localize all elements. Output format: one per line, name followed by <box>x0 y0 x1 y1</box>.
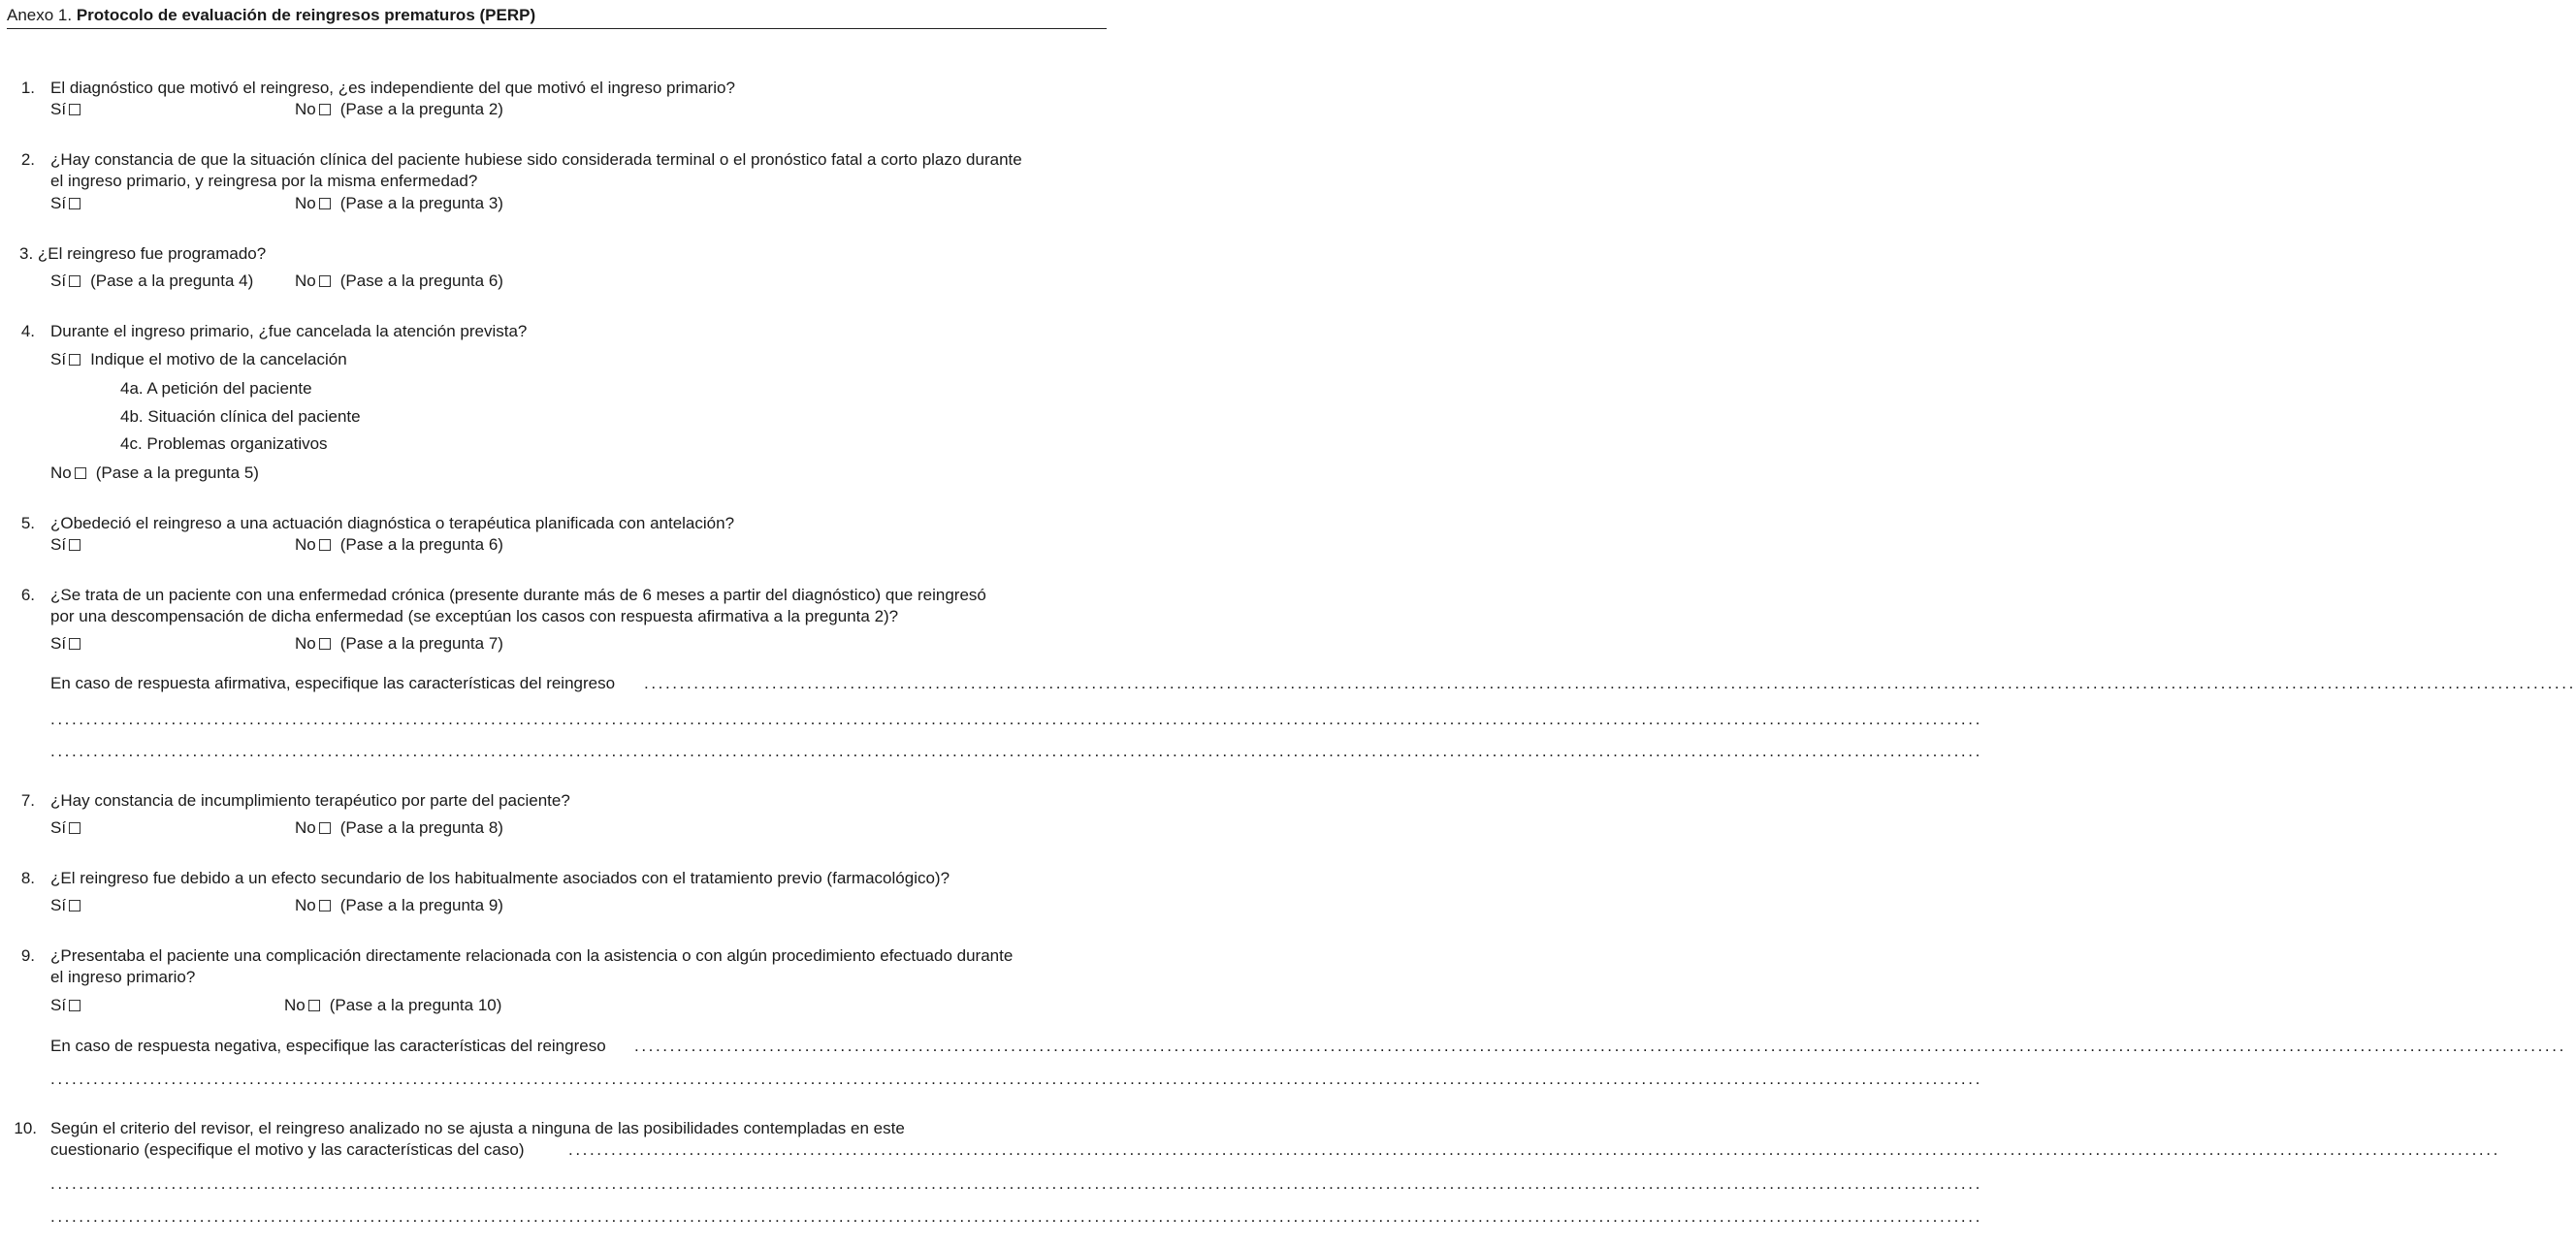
question-9-no-option[interactable]: No (Pase a la pregunta 10) <box>284 996 502 1014</box>
question-4-option-c: 4c. Problemas organizativos <box>120 434 328 453</box>
checkbox-icon[interactable] <box>69 275 80 287</box>
question-10-answer-line[interactable]: ................................................................................................................................................................................................................................................................................ <box>568 1140 2500 1159</box>
question-4-text: Durante el ingreso primario, ¿fue cancelada la atención prevista? <box>50 322 528 340</box>
question-5-no-option[interactable]: No (Pase a la pregunta 6) <box>295 535 503 554</box>
checkbox-icon[interactable] <box>69 822 80 834</box>
question-3-yes-option[interactable]: Sí (Pase a la pregunta 4) <box>50 272 254 290</box>
checkbox-icon[interactable] <box>69 104 80 115</box>
checkbox-icon[interactable] <box>319 638 331 650</box>
checkbox-icon[interactable] <box>75 467 86 479</box>
checkbox-icon[interactable] <box>308 1000 320 1011</box>
checkbox-icon[interactable] <box>319 275 331 287</box>
question-4-number: 4. <box>20 322 35 340</box>
question-2-no-option[interactable]: No (Pase a la pregunta 3) <box>295 194 503 212</box>
question-1-number: 1. <box>20 79 35 97</box>
question-7-no-option[interactable]: No (Pase a la pregunta 8) <box>295 818 503 837</box>
question-9-text-line1: ¿Presentaba el paciente una complicación directamente relacionada con la asistencia o con algún procedimiento efectuado durante <box>50 946 1014 965</box>
question-5-number: 5. <box>20 514 35 532</box>
question-9-answer-line[interactable]: ................................................................................................................................................................................................................................................................................ <box>634 1037 2566 1055</box>
question-1-yes-option[interactable]: Sí <box>50 99 80 119</box>
question-10-number: 10. <box>14 1119 37 1137</box>
question-5-yes-option[interactable]: Sí <box>50 534 80 555</box>
checkbox-icon[interactable] <box>319 539 331 551</box>
question-6-text-line1: ¿Se trata de un paciente con una enfermedad crónica (presente durante más de 6 meses a partir del diagnóstico) que reingresó <box>50 586 986 604</box>
question-3-heading: 3. ¿El reingreso fue programado? <box>19 244 267 263</box>
question-9-answer-line[interactable]: ................................................................................................................................................................................................................................................................................ <box>50 1070 1982 1088</box>
checkbox-icon[interactable] <box>319 900 331 911</box>
question-4-option-a: 4a. A petición del paciente <box>120 379 312 398</box>
annex-prefix: Anexo 1. <box>7 6 77 24</box>
checkbox-icon[interactable] <box>69 638 80 650</box>
checkbox-icon[interactable] <box>319 198 331 209</box>
question-6-specify-label: En caso de respuesta afirmativa, especifique las características del reingreso <box>50 674 616 692</box>
question-6-answer-line[interactable]: ................................................................................................................................................................................................................................................................................ <box>50 710 1982 728</box>
question-4-option-b: 4b. Situación clínica del paciente <box>120 407 361 426</box>
checkbox-icon[interactable] <box>69 1000 80 1011</box>
question-10-text-line1: Según el criterio del revisor, el reingreso analizado no se ajusta a ninguna de las posibilidades contempladas en este <box>50 1119 905 1137</box>
question-9-text-line2: el ingreso primario? <box>50 968 196 986</box>
question-1-no-option[interactable]: No (Pase a la pregunta 2) <box>295 100 503 118</box>
question-6-answer-line[interactable]: ................................................................................................................................................................................................................................................................................ <box>50 742 1982 760</box>
checkbox-icon[interactable] <box>69 900 80 911</box>
checkbox-icon[interactable] <box>69 198 80 209</box>
question-8-text: ¿El reingreso fue debido a un efecto secundario de los habitualmente asociados con el tratamiento previo (farmacológico)? <box>50 869 950 887</box>
checkbox-icon[interactable] <box>319 822 331 834</box>
question-1-text: El diagnóstico que motivó el reingreso, ¿es independiente del que motivó el ingreso primario? <box>50 79 735 97</box>
question-2-yes-option[interactable]: Sí <box>50 193 80 213</box>
question-3-no-option[interactable]: No (Pase a la pregunta 6) <box>295 272 503 290</box>
question-8-no-option[interactable]: No (Pase a la pregunta 9) <box>295 896 503 914</box>
question-7-number: 7. <box>20 791 35 810</box>
question-6-number: 6. <box>20 586 35 604</box>
question-6-yes-option[interactable]: Sí <box>50 633 80 654</box>
question-5-text: ¿Obedeció el reingreso a una actuación diagnóstica o terapéutica planificada con antelación? <box>50 514 735 532</box>
question-6-answer-line[interactable]: ................................................................................................................................................................................................................................................................................ <box>644 674 2576 692</box>
question-8-yes-option[interactable]: Sí <box>50 895 80 915</box>
checkbox-icon[interactable] <box>319 104 331 115</box>
question-10-answer-line[interactable]: ................................................................................................................................................................................................................................................................................ <box>50 1174 1982 1193</box>
question-8-number: 8. <box>20 869 35 887</box>
question-2-text-line2: el ingreso primario, y reingresa por la misma enfermedad? <box>50 172 478 190</box>
question-9-yes-option[interactable]: Sí <box>50 995 80 1015</box>
question-2-number: 2. <box>20 150 35 169</box>
checkbox-icon[interactable] <box>69 539 80 551</box>
checkbox-icon[interactable] <box>69 354 80 366</box>
question-7-yes-option[interactable]: Sí <box>50 817 80 838</box>
question-10-answer-line[interactable]: ................................................................................................................................................................................................................................................................................ <box>50 1207 1982 1226</box>
question-9-number: 9. <box>20 946 35 965</box>
question-10-text-line2: cuestionario (especifique el motivo y las características del caso) <box>50 1140 525 1159</box>
question-4-yes-option[interactable]: Sí Indique el motivo de la cancelación <box>50 350 347 368</box>
question-4-no-option[interactable]: No (Pase a la pregunta 5) <box>50 464 259 482</box>
question-2-text-line1: ¿Hay constancia de que la situación clínica del paciente hubiese sido considerada terminal o el pronóstico fatal a corto plazo durante <box>50 150 1022 169</box>
question-9-specify-label: En caso de respuesta negativa, especifique las características del reingreso <box>50 1037 606 1055</box>
question-7-text: ¿Hay constancia de incumplimiento terapéutico por parte del paciente? <box>50 791 570 810</box>
question-6-text-line2: por una descompensación de dicha enfermedad (se exceptúan los casos con respuesta afirmativa a la pregunta 2)? <box>50 607 899 625</box>
form-title <box>7 6 1107 29</box>
protocol-title: Protocolo de evaluación de reingresos prematuros (PERP) <box>76 6 536 24</box>
question-6-no-option[interactable]: No (Pase a la pregunta 7) <box>295 634 503 653</box>
